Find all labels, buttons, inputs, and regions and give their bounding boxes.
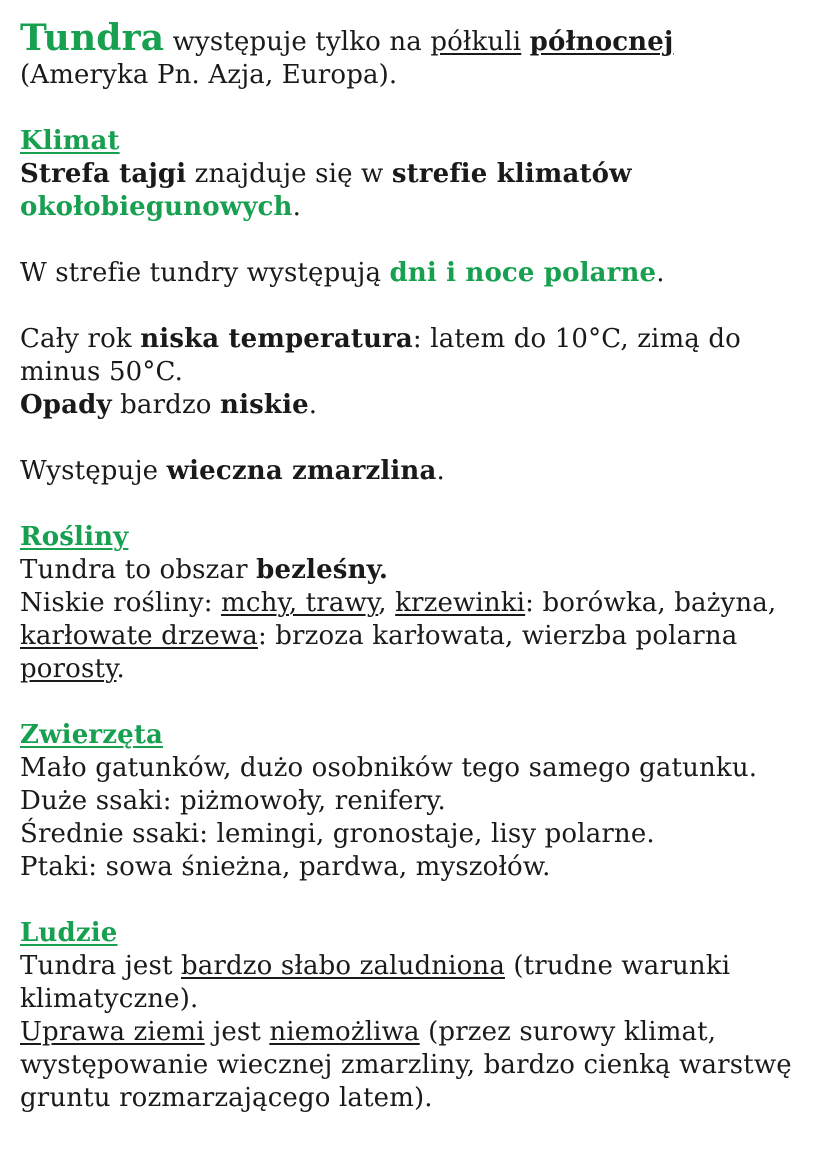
klimat-p4-text-2: .: [436, 456, 445, 486]
klimat-paragraph-3-line-2: minus 50°C.: [20, 357, 184, 387]
klimat-paragraph-4: [20, 455, 810, 488]
ludzie-line-3: [20, 1016, 810, 1049]
section-heading-rosliny: Rośliny: [20, 522, 129, 552]
klimat-p2-text-1: W strefie tundry występują: [20, 258, 390, 288]
rosliny-l4-underlined: porosty: [20, 654, 117, 684]
intro-underlined: półkuli: [430, 27, 522, 57]
klimat-p3-bold-2: Opady: [20, 390, 112, 420]
rosliny-l2-text-2: ,: [378, 588, 396, 618]
klimat-paragraph-2: [20, 257, 810, 290]
klimat-paragraph-3-line-3: [20, 389, 810, 422]
intro-line-2: (Ameryka Pn. Azja, Europa).: [20, 60, 398, 90]
ludzie-l1-text-1: Tundra jest: [20, 951, 181, 981]
ludzie-l1-underlined: bardzo słabo zaludniona: [180, 951, 505, 981]
klimat-text-1: znajduje się w: [186, 159, 392, 189]
rosliny-l2-underlined-2: krzewinki: [395, 588, 526, 618]
intro-text: występuje tylko na: [164, 27, 431, 57]
rosliny-l1-bold: bezleśny.: [256, 555, 389, 585]
intro-paragraph: [20, 17, 810, 59]
klimat-p3-text-2: : latem do 10°C, zimą do: [412, 324, 741, 354]
intro-bold: północnej: [529, 27, 674, 57]
zwierzeta-line-2: Duże ssaki: piżmowoły, renifery.: [20, 786, 446, 816]
section-heading-klimat: Klimat: [20, 126, 120, 156]
rosliny-l1-text: Tundra to obszar: [20, 555, 257, 585]
document-page: [20, 17, 810, 1115]
rosliny-l2-text-3: : borówka, bażyna,: [525, 588, 777, 618]
rosliny-line-3: [20, 620, 810, 653]
klimat-p3-text-4: .: [308, 390, 318, 420]
zwierzeta-line-3: Średnie ssaki: lemingi, gronostaje, lisy polarne.: [20, 819, 655, 849]
klimat-p3-text-1: Cały rok: [20, 324, 141, 354]
rosliny-line-2: [20, 587, 810, 620]
rosliny-l2-underlined-1: mchy, trawy: [221, 588, 379, 618]
ludzie-line-1: [20, 950, 810, 983]
ludzie-l3-underlined-2: niemożliwa: [269, 1017, 420, 1047]
rosliny-l3-underlined: karłowate drzewa: [20, 621, 258, 651]
rosliny-l4-text: .: [116, 654, 125, 684]
ludzie-l3-text-2: (przez surowy klimat,: [419, 1017, 717, 1047]
rosliny-line-1: [20, 554, 810, 587]
zwierzeta-line-4: Ptaki: sowa śnieżna, pardwa, myszołów.: [20, 852, 551, 882]
ludzie-l3-underlined-1: Uprawa ziemi: [20, 1017, 205, 1047]
klimat-p3-bold-1: niska temperatura: [140, 324, 413, 354]
klimat-text-2: .: [292, 192, 302, 222]
klimat-paragraph-3: [20, 323, 810, 356]
klimat-green-1: okołobiegunowych: [20, 192, 293, 222]
rosliny-line-4: [20, 653, 810, 686]
ludzie-line-4: występowanie wiecznej zmarzliny, bardzo cienką warstwę: [20, 1050, 792, 1080]
klimat-p2-text-2: .: [656, 258, 665, 288]
zwierzeta-line-1: Mało gatunków, dużo osobników tego samego gatunku.: [20, 753, 758, 783]
section-heading-ludzie: Ludzie: [20, 918, 118, 948]
klimat-p3-bold-3: niskie: [220, 390, 309, 420]
klimat-p4-text-1: Występuje: [20, 456, 167, 486]
klimat-p4-bold: wieczna zmarzlina: [166, 456, 437, 486]
klimat-paragraph-1-line-2: [20, 191, 810, 224]
ludzie-line-5: gruntu rozmarzającego latem).: [20, 1083, 433, 1113]
rosliny-l2-text-1: Niskie rośliny:: [20, 588, 222, 618]
klimat-p3-text-3: bardzo: [111, 390, 221, 420]
rosliny-l3-text: : brzoza karłowata, wierzba polarna: [257, 621, 738, 651]
klimat-p2-green: dni i noce polarne: [389, 258, 657, 288]
intro-space: [521, 27, 529, 57]
document-title: Tundra: [20, 17, 165, 59]
klimat-paragraph-1: [20, 158, 810, 191]
klimat-bold-2: strefie klimatów: [391, 159, 632, 189]
ludzie-line-2: klimatyczne).: [20, 984, 199, 1014]
ludzie-l3-text-1: jest: [204, 1017, 270, 1047]
ludzie-l1-text-2: (trudne warunki: [504, 951, 731, 981]
klimat-bold-1: Strefa tajgi: [20, 159, 187, 189]
section-heading-zwierzeta: Zwierzęta: [20, 720, 163, 750]
